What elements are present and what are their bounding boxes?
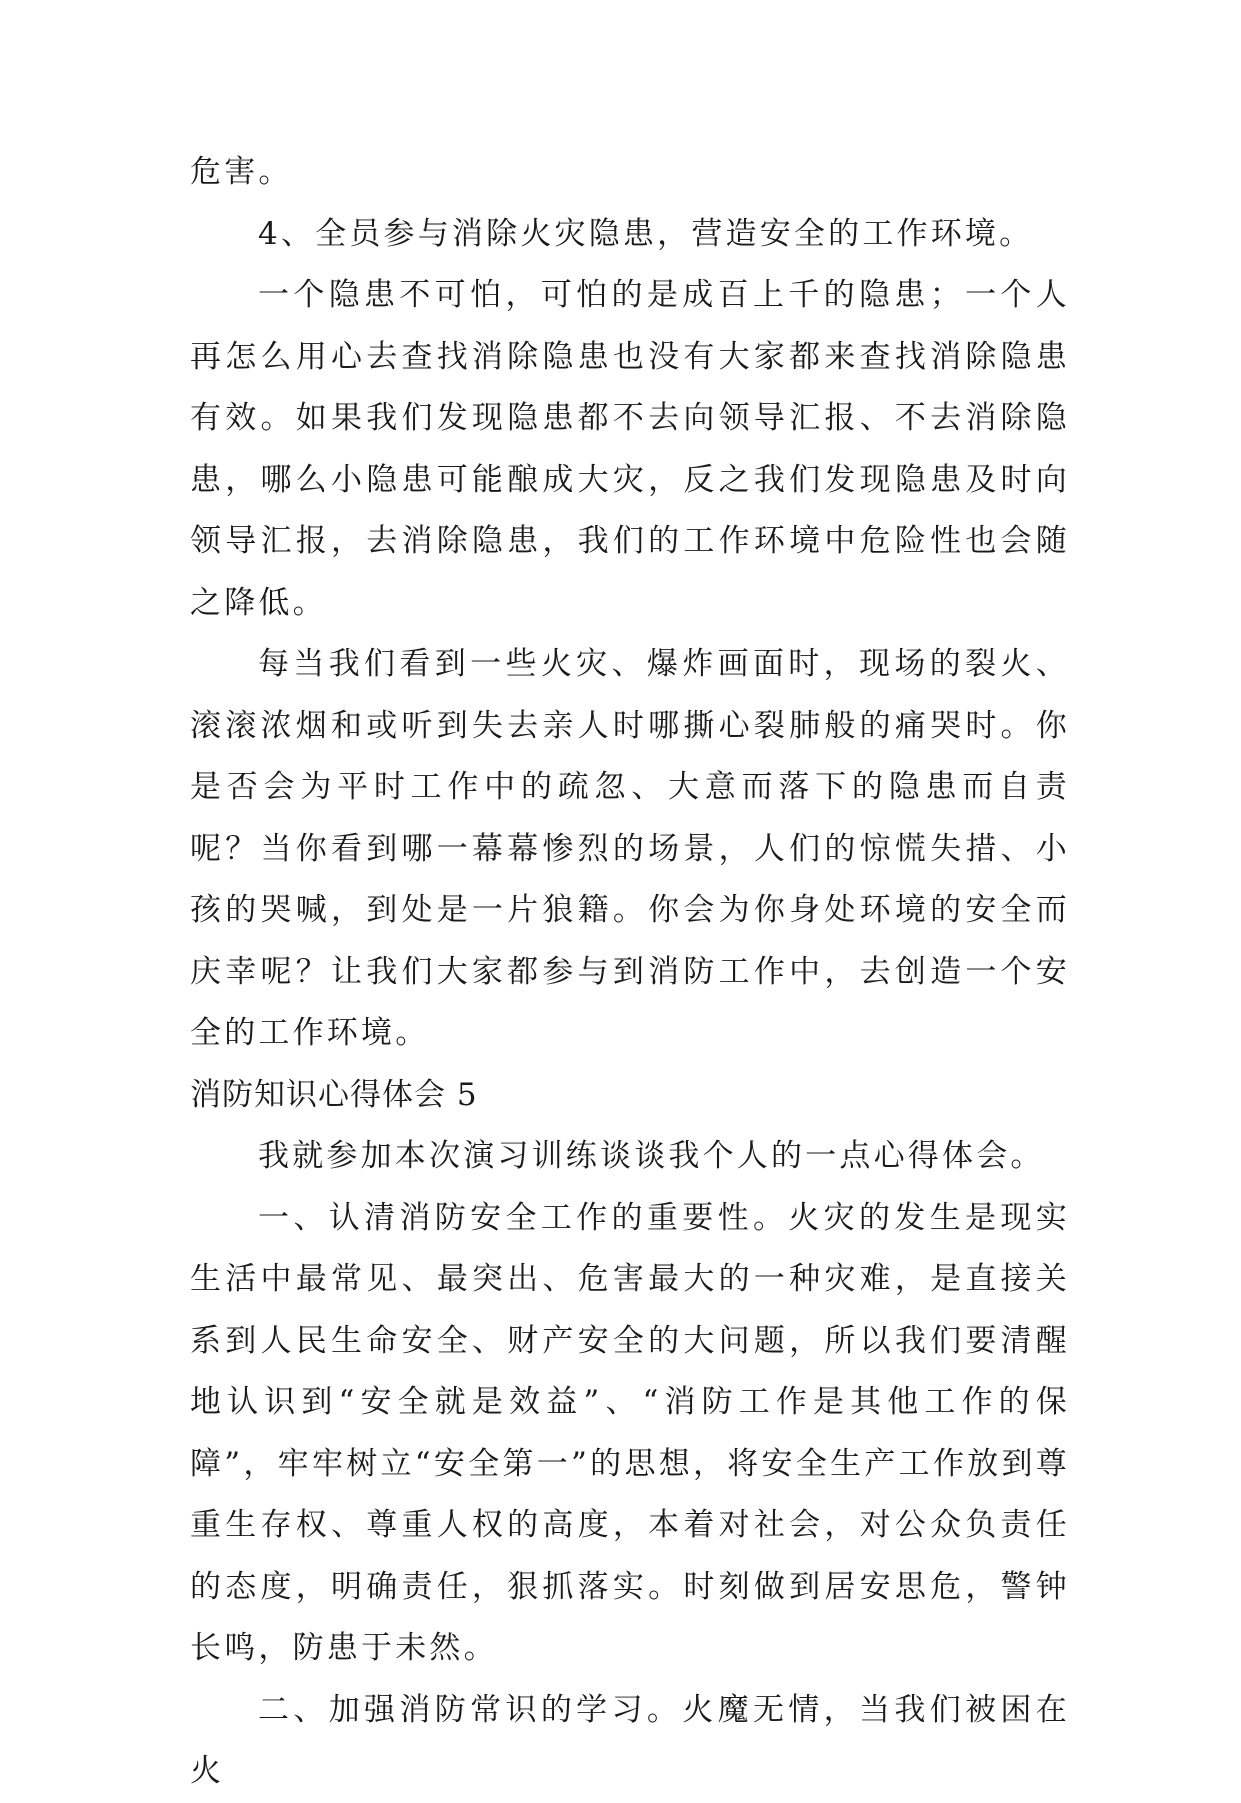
paragraph-continuation: 危害。: [190, 154, 293, 190]
paragraph-point-4: 4、全员参与消除火灾隐患，营造安全的工作环境。: [258, 215, 1034, 252]
section-heading: 消防知识心得体会 5: [190, 1076, 478, 1113]
paragraph-importance: 一、认清消防安全工作的重要性。火灾的发生是现实生活中最常见、最突出、危害最大的一种灾难，是直接关系到人民生命安全、财产安全的大问题，所以我们要清醒地认识到“安全就是效益”、“消防工作是其他工作的保障”，牢牢树立“安全第一”的思想，将安全生产工作放到尊重生存权、尊重人权的高度，本着对社会，对公众负责任的态度，明确责任，狠抓落实。时刻做到居安思危，警钟长鸣，防患于未然。: [190, 1199, 1070, 1666]
document-page: [190, 142, 1070, 1803]
paragraph-intro: 我就参加本次演习训练谈谈我个人的一点心得体会。: [258, 1138, 1045, 1174]
paragraph-learning: 二、加强消防常识的学习。火魔无情，当我们被困在火: [190, 1691, 1070, 1789]
paragraph-hazards: 一个隐患不可怕，可怕的是成百上千的隐患；一个人再怎么用心去查找消除隐患也没有大家都来查找消除隐患有效。如果我们发现隐患都不去向领导汇报、不去消除隐患，哪么小隐患可能酿成大灾，反之我们发现隐患及时向领导汇报，去消除隐患，我们的工作环境中危险性也会随之降低。: [190, 277, 1070, 621]
paragraph-fire-scenes: 每当我们看到一些火灾、爆炸画面时，现场的裂火、滚滚浓烟和或听到失去亲人时哪撕心裂肺般的痛哭时。你是否会为平时工作中的疏忽、大意而落下的隐患而自责呢？当你看到哪一幕幕惨烈的场景，人们的惊慌失措、小孩的哭喊，到处是一片狼籍。你会为你身处环境的安全而庆幸呢？让我们大家都参与到消防工作中，去创造一个安全的工作环境。: [190, 646, 1070, 1051]
